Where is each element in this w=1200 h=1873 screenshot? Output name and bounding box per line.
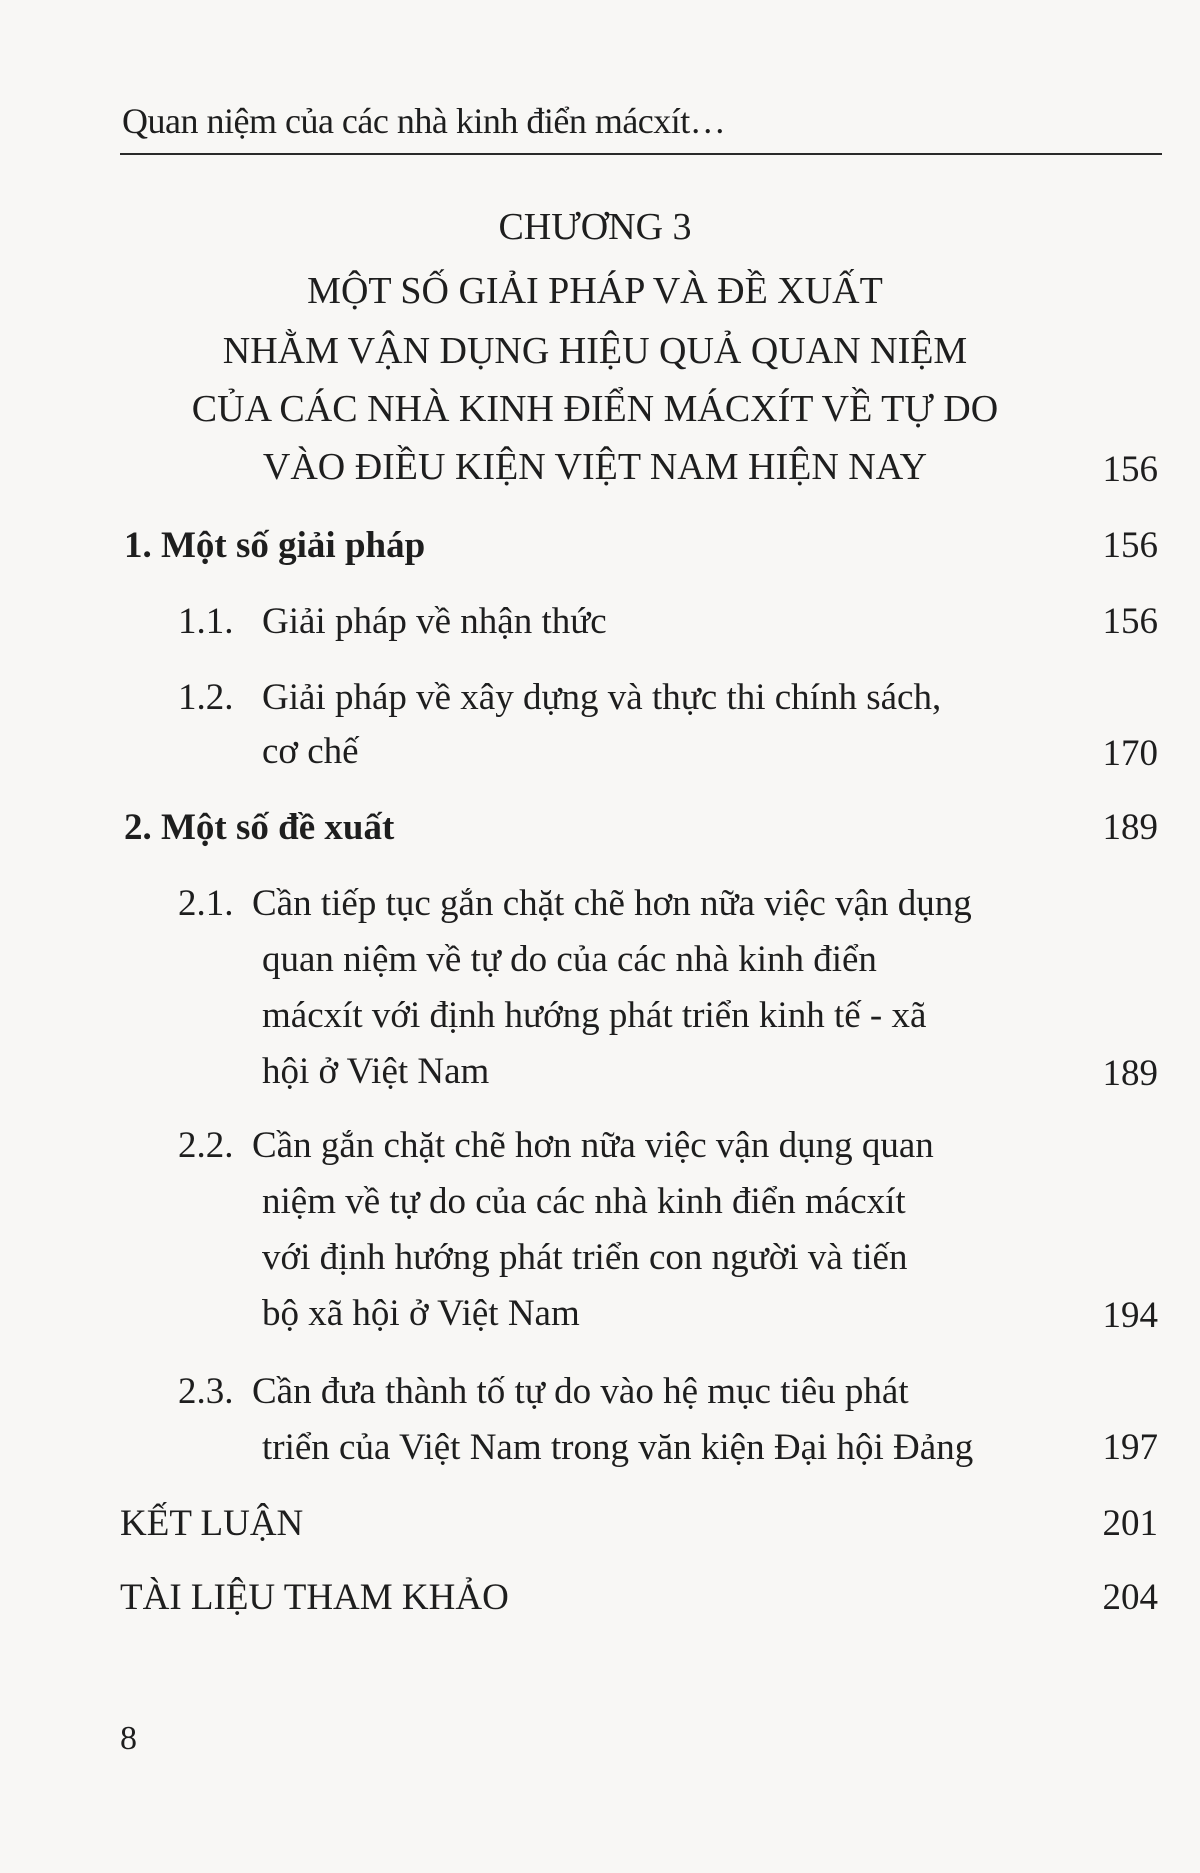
section-1-title: 1. Một số giải pháp (124, 525, 426, 566)
references-page: 204 (1102, 1577, 1158, 1618)
item-2-1-text-line-4: hội ở Việt Nam (262, 1051, 490, 1092)
chapter-title-line-1: MỘT SỐ GIẢI PHÁP VÀ ĐỀ XUẤT (307, 270, 883, 312)
chapter-title-line-4: VÀO ĐIỀU KIỆN VIỆT NAM HIỆN NAY (262, 446, 928, 488)
item-1-2-text-line-1: Giải pháp về xây dựng và thực thi chính sách, (262, 677, 942, 718)
header-rule (120, 153, 1162, 155)
chapter-page-number: 156 (1102, 449, 1158, 490)
item-2-1-text-line-3: mácxít với định hướng phát triển kinh tế - xã (262, 995, 927, 1036)
item-1-2-page: 170 (1102, 733, 1158, 774)
item-2-2-text-line-1: Cần gắn chặt chẽ hơn nữa việc vận dụng quan (252, 1125, 934, 1166)
item-2-1-text-line-1: Cần tiếp tục gắn chặt chẽ hơn nữa việc vận dụng (252, 883, 972, 924)
item-2-3-text-line-1: Cần đưa thành tố tự do vào hệ mục tiêu phát (252, 1371, 909, 1412)
item-2-2-text-line-4: bộ xã hội ở Việt Nam (262, 1293, 580, 1334)
running-head: Quan niệm của các nhà kinh điển mácxít… (122, 101, 726, 141)
item-1-2-number: 1.2. (178, 677, 234, 718)
chapter-title-line-2: NHẰM VẬN DỤNG HIỆU QUẢ QUAN NIỆM (222, 330, 968, 372)
chapter-title-line-3: CỦA CÁC NHÀ KINH ĐIỂN MÁCXÍT VỀ TỰ DO (191, 388, 999, 430)
section-1-page: 156 (1102, 525, 1158, 566)
section-2-page: 189 (1102, 807, 1158, 848)
item-2-1-text-line-2: quan niệm về tự do của các nhà kinh điển (262, 939, 877, 980)
item-1-1-text: Giải pháp về nhận thức (262, 601, 607, 642)
item-2-2-page: 194 (1102, 1295, 1158, 1336)
item-2-1-number: 2.1. (178, 883, 234, 924)
conclusion-page: 201 (1102, 1503, 1158, 1544)
item-2-1-page: 189 (1102, 1053, 1158, 1094)
item-2-2-text-line-2: niệm về tự do của các nhà kinh điển mácxít (262, 1181, 906, 1222)
page-number: 8 (120, 1720, 137, 1757)
section-2-title: 2. Một số đề xuất (124, 807, 395, 848)
chapter-label: CHƯƠNG 3 (498, 206, 692, 248)
item-1-1-number: 1.1. (178, 601, 234, 642)
item-2-3-number: 2.3. (178, 1371, 234, 1412)
item-1-1-page: 156 (1102, 601, 1158, 642)
references-title: TÀI LIỆU THAM KHẢO (120, 1577, 509, 1618)
item-2-2-text-line-3: với định hướng phát triển con người và tiến (262, 1237, 908, 1278)
item-2-3-text-line-2: triển của Việt Nam trong văn kiện Đại hội Đảng (262, 1427, 974, 1468)
item-1-2-text-line-2: cơ chế (262, 731, 359, 772)
item-2-2-number: 2.2. (178, 1125, 234, 1166)
item-2-3-page: 197 (1102, 1427, 1158, 1468)
conclusion-title: KẾT LUẬN (120, 1503, 304, 1544)
